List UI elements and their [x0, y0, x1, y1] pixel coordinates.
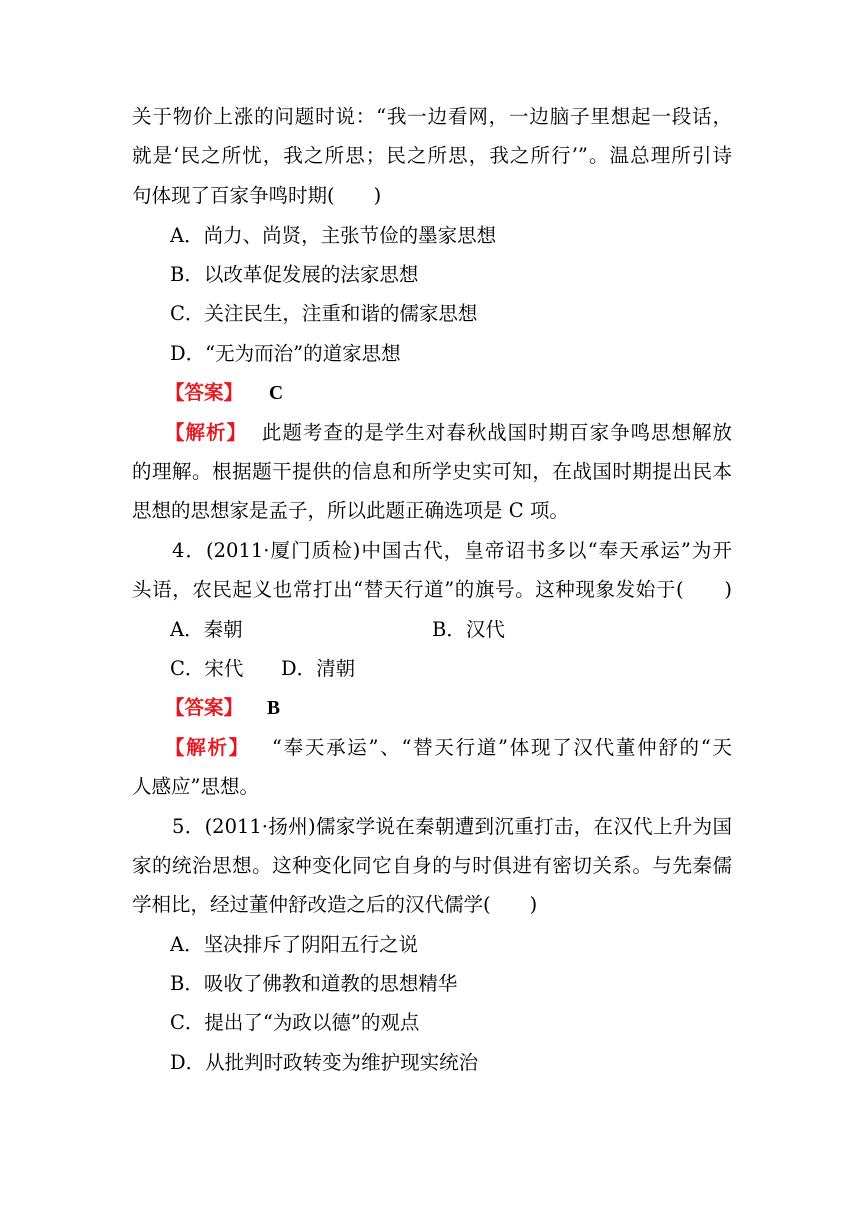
q4-answer-label: 【答案】 [165, 696, 244, 719]
q3-option-c: C．关注民生，注重和谐的儒家思想 [170, 302, 478, 325]
q4-option-d: D．清朝 [281, 657, 356, 680]
q3-answer-row [165, 380, 765, 407]
q3-stem-line-2: 就是‘民之所忧，我之所思；民之所思，我之所行’”。温总理所引诗 [132, 144, 732, 167]
q4-analysis-line-2: 人感应”思想。 [132, 775, 259, 798]
q3-analysis-text-1: 此题考查的是学生对春秋战国时期百家争鸣思想解放 [260, 421, 732, 444]
q4-analysis-line-1 [165, 735, 732, 761]
q3-analysis-line-3: 思想的思想家是孟子，所以此题正确选项是 C 项。 [132, 499, 569, 522]
q4-options-row-1 [170, 617, 770, 643]
q5-option-a: A．坚决排斥了阴阳五行之说 [170, 933, 419, 956]
q3-analysis-line-1 [165, 420, 732, 446]
q3-option-d: D．“无为而治”的道家思想 [170, 342, 401, 365]
q3-option-a: A．尚力、尚贤，主张节俭的墨家思想 [170, 224, 497, 247]
q4-option-a: A．秦朝 [170, 618, 243, 641]
q5-stem-line-1: 5．(2011·扬州)儒家学说在秦朝遭到沉重打击，在汉代上升为国 [172, 815, 732, 838]
q4-options-row-2 [170, 656, 770, 682]
q4-stem-line-2: 头语，农民起义也常打出“替天行道”的旗号。这种现象发始于( ) [132, 578, 732, 601]
q5-stem-line-3: 学相比，经过董仲舒改造之后的汉代儒学( ) [132, 893, 538, 916]
q3-stem-line-3: 句体现了百家争鸣时期( ) [132, 184, 382, 207]
q5-option-c: C．提出了“为政以德”的观点 [170, 1011, 420, 1034]
q3-analysis-line-2: 的理解。根据题干提供的信息和所学史实可知，在战国时期提出民本 [132, 460, 732, 483]
q3-analysis-label: 【解析】 [165, 421, 247, 444]
q4-analysis-label: 【解析】 [165, 736, 250, 759]
q4-stem-line-1: 4．(2011·厦门质检)中国古代，皇帝诏书多以“奉天承运”为开 [172, 539, 732, 562]
q4-answer-row [165, 695, 765, 722]
q5-option-b: B．吸收了佛教和道教的思想精华 [170, 972, 458, 995]
q3-stem-line-1: 关于物价上涨的问题时说：“我一边看网，一边脑子里想起一段话， [132, 105, 732, 128]
q3-answer-label: 【答案】 [165, 381, 244, 404]
q4-option-c: C．宋代 [170, 657, 244, 680]
q5-option-d: D．从批判时政转变为维护现实统治 [170, 1051, 479, 1074]
q4-analysis-text-1: “奉天承运”、“替天行道”体现了汉代董仲舒的“天 [271, 736, 732, 759]
q3-answer-value: C [269, 383, 284, 404]
q5-stem-line-2: 家的统治思想。这种变化同它自身的与时俱进有密切关系。与先秦儒 [132, 854, 732, 877]
q4-answer-value: B [267, 698, 281, 719]
q3-option-b: B．以改革促发展的法家思想 [170, 263, 419, 286]
q4-option-b: B．汉代 [432, 618, 505, 641]
